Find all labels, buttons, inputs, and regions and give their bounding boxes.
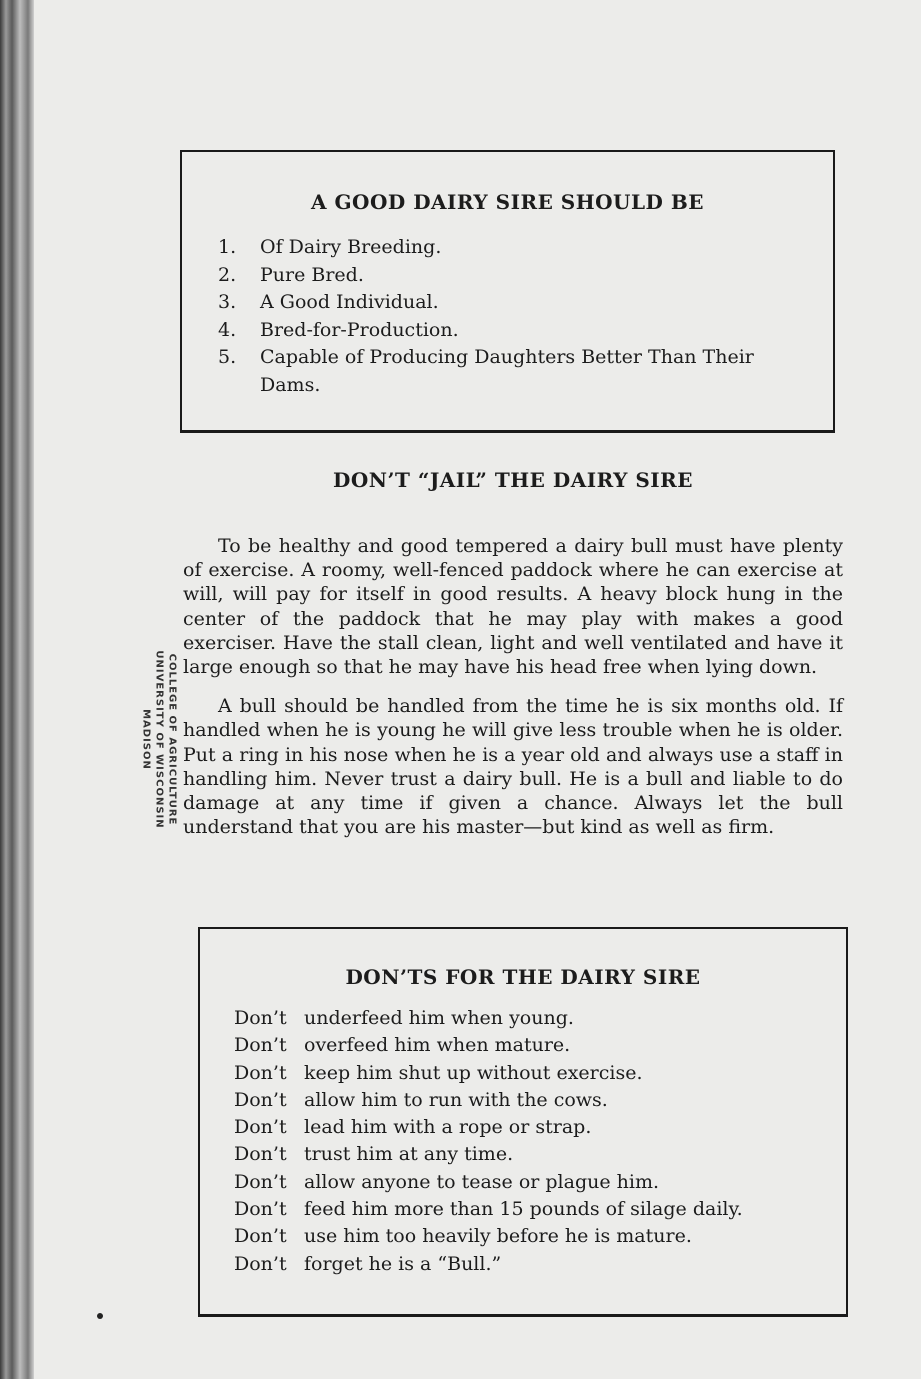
item-number: 5. xyxy=(218,346,237,368)
donts-list xyxy=(234,1005,743,1278)
library-stamp xyxy=(140,590,179,890)
item-text: Capable of Producing Daughters Better Than Their Dams. xyxy=(260,346,754,396)
item-text: forget he is a “Bull.” xyxy=(304,1252,502,1275)
list-item xyxy=(234,1032,743,1059)
item-number: 1. xyxy=(218,236,237,258)
list-item xyxy=(234,1087,743,1114)
dont-prefix: Don’t xyxy=(234,1007,287,1029)
list-item xyxy=(234,1005,743,1032)
good-sire-title: A GOOD DAIRY SIRE SHOULD BE xyxy=(310,190,705,214)
item-text: Of Dairy Breeding. xyxy=(260,236,442,258)
item-text: A Good Individual. xyxy=(260,291,439,313)
dont-prefix: Don’t xyxy=(234,1170,287,1193)
dont-prefix: Don’t xyxy=(234,1198,287,1221)
dont-prefix: Don’t xyxy=(234,1061,287,1084)
list-item xyxy=(234,1196,743,1223)
item-text: feed him more than 15 pounds of silage daily. xyxy=(304,1198,743,1221)
item-text: keep him shut up without exercise. xyxy=(304,1061,643,1084)
dont-prefix: Don’t xyxy=(234,1116,287,1139)
list-item xyxy=(218,262,808,290)
item-text: allow him to run with the cows. xyxy=(304,1088,608,1111)
list-item xyxy=(234,1114,743,1141)
item-number: 2. xyxy=(218,263,237,286)
dont-prefix: Don’t xyxy=(234,1252,287,1275)
page-mark xyxy=(97,1313,103,1319)
list-item xyxy=(218,344,808,399)
dont-prefix: Don’t xyxy=(234,1143,287,1166)
list-item xyxy=(234,1169,743,1196)
good-sire-box xyxy=(180,150,835,433)
body-paragraph: To be healthy and good tempered a dairy bull must have plenty of exercise. A roomy, well-fenced paddock where he can exercise at will, will pay for itself in good results. A heavy block hung in the center of the paddock that he may play with makes a good exerciser. Have the stall clean, light and well ventilated and have it large enough so that he may have his head free when lying down. xyxy=(183,535,843,679)
stamp-line: UNIVERSITY OF WISCONSIN xyxy=(153,650,165,829)
list-item xyxy=(218,234,808,262)
dont-prefix: Don’t xyxy=(234,1088,287,1111)
dont-prefix: Don’t xyxy=(234,1034,287,1057)
stamp-line: MADISON xyxy=(140,709,152,770)
dont-jail-section xyxy=(183,468,843,854)
item-text: trust him at any time. xyxy=(304,1143,514,1166)
item-number: 3. xyxy=(218,291,237,313)
body-paragraph: A bull should be handled from the time he is six months old. If handled when he is young he will give less trouble when he is older. Put a ring in his nose when he is a year old and always use a staff in handling him. Never trust a dairy bull. He is a bull and liable to do damage at any time if given a chance. Always let the bull understand that you are his master—but kind as well as firm. xyxy=(183,695,843,839)
list-item xyxy=(218,317,808,345)
item-number: 4. xyxy=(218,318,237,341)
stamp-line: COLLEGE OF AGRICULTURE xyxy=(166,653,178,826)
dont-jail-title: DON’T “JAIL” THE DAIRY SIRE xyxy=(332,468,694,492)
list-item xyxy=(234,1060,743,1087)
donts-box xyxy=(198,927,848,1317)
item-text: underfeed him when young. xyxy=(304,1007,574,1029)
dont-prefix: Don’t xyxy=(234,1225,287,1248)
donts-title: DON’TS FOR THE DAIRY SIRE xyxy=(345,965,701,989)
good-sire-list xyxy=(218,234,808,399)
book-binding xyxy=(0,0,34,1379)
list-item xyxy=(234,1141,743,1168)
list-item xyxy=(234,1223,743,1250)
item-text: Bred-for-Production. xyxy=(260,318,459,341)
item-text: use him too heavily before he is mature. xyxy=(304,1225,692,1248)
list-item xyxy=(218,289,808,317)
item-text: lead him with a rope or strap. xyxy=(304,1116,592,1139)
item-text: overfeed him when mature. xyxy=(304,1034,571,1057)
item-text: Pure Bred. xyxy=(260,263,364,286)
list-item xyxy=(234,1251,743,1278)
item-text: allow anyone to tease or plague him. xyxy=(304,1170,660,1193)
